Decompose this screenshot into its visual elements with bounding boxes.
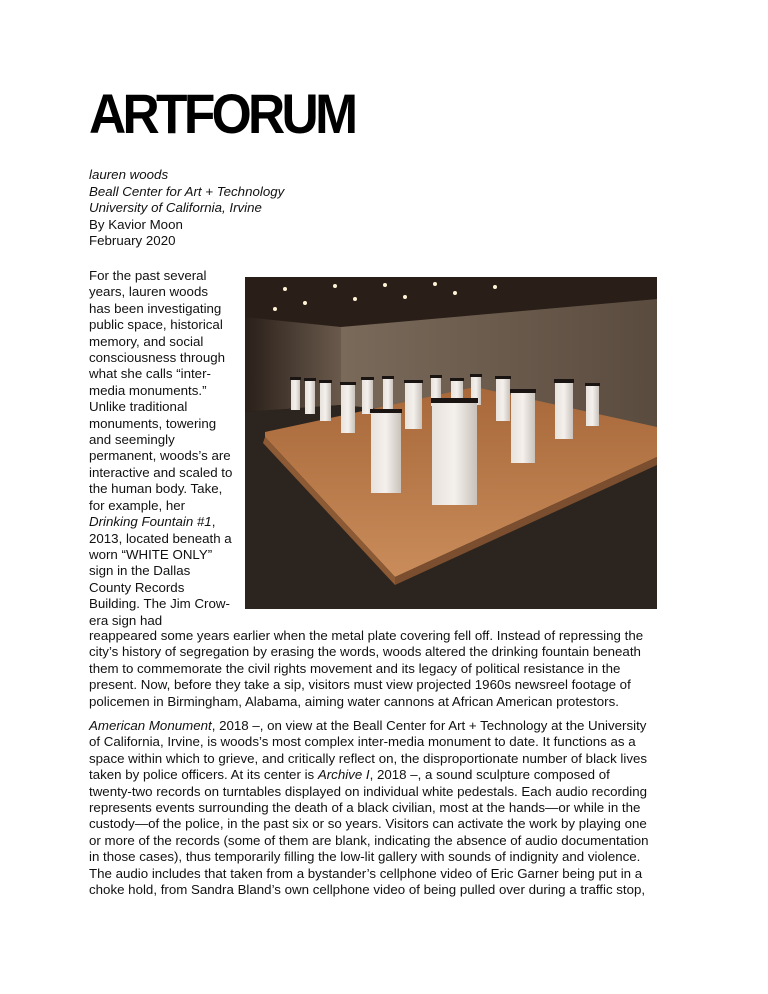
masthead-logo: ARTFORUM — [89, 82, 355, 145]
text-line: Building. The Jim Crow- — [89, 596, 230, 612]
text-line: sign in the Dallas — [89, 563, 191, 579]
text-line: Drinking Fountain #1, — [89, 514, 216, 530]
paragraph-1-continued — [89, 628, 679, 710]
text-line: American Monument, 2018 –, on view at the Beall Center for Art + Technology at the University — [89, 718, 647, 733]
installation-photo — [245, 277, 657, 609]
text-line: policemen in Birmingham, Alabama, aiming water cannons at African American protestors. — [89, 693, 619, 709]
artwork-title: Drinking Fountain #1 — [89, 514, 212, 530]
lead-paragraph — [89, 268, 241, 629]
text-line: or more of the records (some of them are blank, indicating the absence of audio documentation — [89, 832, 649, 848]
text-line: years, lauren woods — [89, 284, 208, 300]
text-line: consciousness through — [89, 350, 226, 366]
artwork-title: Archive I — [317, 767, 370, 783]
venue-name: Beall Center for Art + Technology — [89, 183, 285, 199]
text-line: County Records — [89, 579, 185, 595]
text-line: interactive and scaled to — [89, 464, 233, 480]
text-line: the human body. Take, — [89, 481, 223, 497]
publication-date: February 2020 — [89, 233, 176, 249]
paragraph-2 — [89, 718, 679, 898]
text-line: permanent, woods’s are — [89, 448, 231, 464]
byline: By Kavior Moon — [89, 216, 183, 232]
text-line: for example, her — [89, 497, 186, 513]
text-line: memory, and social — [89, 333, 204, 349]
text-line: public space, historical — [89, 317, 223, 333]
text-line: choke hold, from Sandra Bland’s own cellphone video of being pulled over during a traffic stop, — [89, 882, 646, 898]
text-line: The audio includes that taken from a bystander’s cellphone video of Eric Garner being put in a — [89, 865, 643, 881]
text-line: worn “WHITE ONLY” — [89, 546, 213, 562]
text-line: era sign had — [89, 612, 163, 628]
text-line: them to commemorate the civil rights movement and its legacy of political resistance in the — [89, 660, 621, 676]
text-line: city’s history of segregation by erasing the words, woods altered the drinking fountain beneath — [89, 644, 641, 660]
artist-name: lauren woods — [89, 167, 169, 182]
text-line: space within which to grieve, and critically reflect on, the disproportionate number of black lives — [89, 750, 648, 766]
text-line: present. Now, before they take a sip, visitors must view projected 1960s newsreel footage of — [89, 677, 631, 693]
text-line: represents events surrounding the death of a black civilian, most at the hands—or while in the — [89, 800, 641, 816]
text-line: For the past several — [89, 268, 207, 283]
text-line: what she calls “inter- — [89, 366, 211, 382]
artwork-title: American Monument — [89, 718, 212, 733]
text-line: reappeared some years earlier when the metal plate covering fell off. Instead of repressing the — [89, 628, 644, 643]
text-line: twenty-two records on turntables displayed on individual white pedestals. Each audio recording — [89, 783, 648, 799]
text-line: of California, Irvine, is woods’s most complex inter-media monument to date. It functions as a — [89, 734, 636, 750]
text-line: and seemingly — [89, 432, 175, 448]
text-line: media monuments.” — [89, 382, 207, 398]
text-line: in those cases), thus temporarily filling the low-lit gallery with sounds of indignity and violence. — [89, 849, 641, 865]
text-line: has been investigating — [89, 300, 222, 316]
text-line: taken by police officers. At its center is Archive I, 2018 –, a sound sculpture composed of — [89, 767, 610, 783]
text-line: custody—of the police, in the past six or so years. Visitors can activate the work by playing one — [89, 816, 647, 832]
text-line: Unlike traditional — [89, 399, 188, 415]
institution-name: University of California, Irvine — [89, 200, 262, 216]
text-line: 2013, located beneath a — [89, 530, 232, 546]
article-meta — [89, 167, 284, 250]
text-line: monuments, towering — [89, 415, 217, 431]
